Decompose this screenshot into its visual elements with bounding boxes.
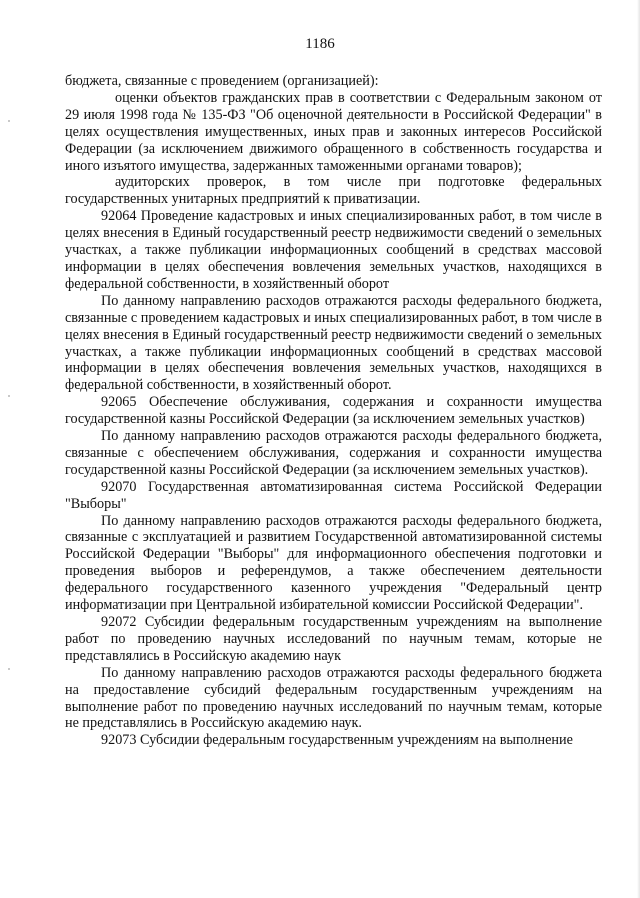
paragraph: 92065 Обеспечение обслуживания, содержания и сохранности имущества государственной казны Российской Федерации (за исключением земельных участков) xyxy=(65,394,602,428)
paragraph: По данному направлению расходов отражаются расходы федерального бюджета, связанные с обеспечением обслуживания, содержания и сохранности имущества государственной казны Российской Федерации (за исключением земельных участков). xyxy=(65,428,602,478)
scan-speck xyxy=(8,668,10,670)
paragraph: 92064 Проведение кадастровых и иных специализированных работ, в том числе в целях внесения в Единый государственный реестр недвижимости сведений о земельных участках, а также публикации информационных сообщений в средствах массовой информации в целях обеспечения вовлечения земельных участков, находящихся в федеральной собственности, в хозяйственный оборот xyxy=(65,208,602,292)
page-number: 1186 xyxy=(305,36,335,52)
scan-speck xyxy=(8,395,10,397)
paragraph: аудиторских проверок, в том числе при подготовке федеральных государственных унитарных предприятий к приватизации. xyxy=(65,174,602,208)
paragraph: 92072 Субсидии федеральным государственным учреждениям на выполнение работ по проведению научных исследований по научным темам, которые не представлялись в Российскую академию наук xyxy=(65,614,602,664)
scan-speck xyxy=(8,120,10,122)
paragraph: По данному направлению расходов отражаются расходы федерального бюджета, связанные с эксплуатацией и развитием Государственной автоматизированной системы Российской Федерации "Выборы" для информационного обеспечения подготовки и проведения выборов и референдумов, а также обеспечением деятельности федерального государственного казенного учреждения "Федеральный центр информатизации при Центральной избирательной комиссии Российской Федерации". xyxy=(65,512,602,614)
paragraph: оценки объектов гражданских прав в соответствии с Федеральным законом от 29 июля 1998 года № 135-ФЗ "Об оценочной деятельности в Российской Федерации" в целях осуществления имущественных, иных прав и законных интересов Российской Федерации (за исключением движимого обращенного в собственность государства и иного изъятого имущества, задержанных таможенными органами товаров); xyxy=(65,89,602,174)
document-body xyxy=(65,73,602,749)
paragraph: По данному направлению расходов отражаются расходы федерального бюджета, связанные с проведением кадастровых и иных специализированных работ, в том числе в целях внесения в Единый государственный реестр недвижимости сведений о земельных участках, а также публикации информационных сообщений в средствах массовой информации в целях обеспечения вовлечения земельных участков, находящихся в федеральной собственности, в хозяйственный оборот. xyxy=(65,292,602,394)
paragraph: По данному направлению расходов отражаются расходы федерального бюджета на предоставление субсидий федеральным государственным учреждениям на выполнение работ по проведению научных исследований по научным темам, которые не представлялись в Российскую академию наук. xyxy=(65,664,602,732)
paragraph: 92073 Субсидии федеральным государственным учреждениям на выполнение xyxy=(101,732,573,749)
paragraph: 92070 Государственная автоматизированная система Российской Федерации "Выборы" xyxy=(65,478,602,512)
paragraph: бюджета, связанные с проведением (организацией): xyxy=(65,73,379,89)
